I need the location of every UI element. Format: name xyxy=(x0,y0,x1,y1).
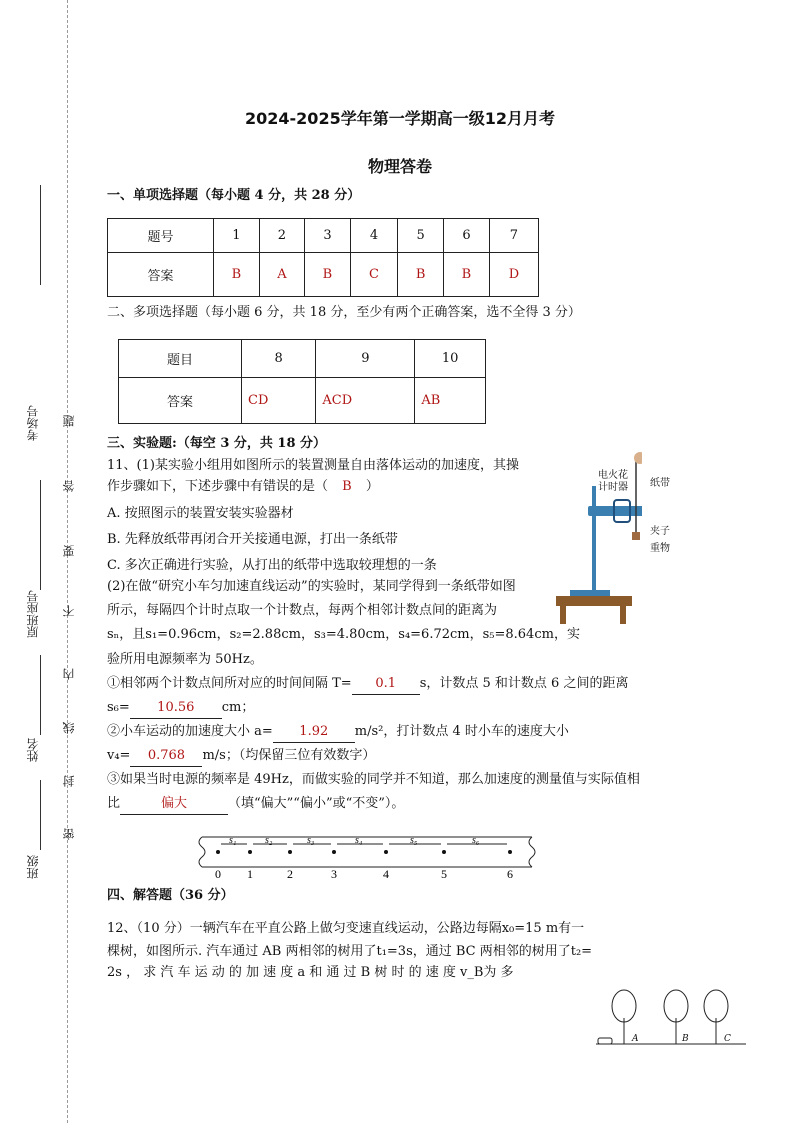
tape-point-label: 2 xyxy=(287,867,293,881)
seal-char: 封 xyxy=(62,775,76,787)
apparatus-label-tape: 纸带 xyxy=(650,478,670,489)
q11-line2-pre: 作步骤如下，下述步骤中有错误的是（ xyxy=(107,479,329,494)
row-label-a: 答案 xyxy=(119,378,242,424)
binding-line-4 xyxy=(40,780,41,850)
apparatus-label-clip: 夹子 xyxy=(650,526,670,537)
blank2-line xyxy=(107,698,254,719)
blank5-answer: 偏大 xyxy=(120,794,228,815)
tape-point xyxy=(248,850,252,854)
seal-char: 答 xyxy=(62,480,76,492)
tape-segment-label: s₂ xyxy=(265,835,273,846)
part2-line3: sₙ，且s₁=0.96cm，s₂=2.88cm，s₃=4.80cm，s₄=6.72cm，s₅=8.64cm，实 xyxy=(107,627,580,642)
multi-choice-table xyxy=(118,339,486,424)
tape-point-label: 4 xyxy=(383,867,389,881)
blank5-text: ③如果当时电源的频率是 49Hz，而做实验的同学并不知道，那么加速度的测量值与实际值相 xyxy=(107,772,640,787)
binding-line-3 xyxy=(40,655,41,735)
answer-cell: C xyxy=(350,253,397,297)
tape-segment-label: s₄ xyxy=(355,835,363,846)
option-c: C. 多次正确进行实验，从打出的纸带中选取较理想的一条 xyxy=(107,558,437,573)
q11-line2 xyxy=(107,477,379,497)
seal-char: 密 xyxy=(62,828,76,840)
tape-point-label: 3 xyxy=(331,867,337,881)
tape-segment-label: s₁ xyxy=(229,835,237,846)
tree-label-a: A xyxy=(632,1034,639,1044)
answer-cell: CD xyxy=(242,378,316,424)
blank4-pre: v₄= xyxy=(107,748,131,763)
blank3-pre: ②小车运动的加速度大小 a= xyxy=(107,724,273,739)
blank1-answer: 0.1 xyxy=(352,674,420,695)
binding-dotted-line xyxy=(67,0,68,1123)
paper-tape-figure xyxy=(192,832,552,882)
blank2-answer: 10.56 xyxy=(130,698,222,719)
option-b: B. 先释放纸带再闭合开关接通电源，打出一条纸带 xyxy=(107,532,398,547)
tape-segment-label: s₆ xyxy=(472,835,480,846)
binding-line-2 xyxy=(40,480,41,590)
tree-label-c: C xyxy=(724,1034,731,1044)
tape-point xyxy=(288,850,292,854)
tape-point xyxy=(508,850,512,854)
row-label-q: 题号 xyxy=(108,219,214,253)
question-number: 8 xyxy=(242,340,316,378)
q11-answer: B xyxy=(342,479,352,494)
label-class-seat: 原班座号 xyxy=(26,590,40,638)
answer-cell: B xyxy=(305,253,351,297)
row-label-a: 答案 xyxy=(108,253,214,297)
label-exam-room: 考场号 xyxy=(26,405,40,441)
question-number: 2 xyxy=(259,219,304,253)
question-number: 9 xyxy=(316,340,415,378)
tape-segment-label: s₃ xyxy=(307,835,315,846)
tape-point-label: 0 xyxy=(215,867,221,881)
blank5-post: （填“偏大”“偏小”或“不变”）。 xyxy=(228,796,405,811)
tape-point xyxy=(442,850,446,854)
question-number: 6 xyxy=(444,219,490,253)
question-number: 7 xyxy=(489,219,538,253)
answer-cell: B xyxy=(398,253,444,297)
binding-line-1 xyxy=(40,185,41,285)
tree-label-b: B xyxy=(682,1034,689,1044)
answer-cell: B xyxy=(213,253,259,297)
question-number: 3 xyxy=(305,219,351,253)
apparatus-label-timer2: 计时器 xyxy=(598,482,628,493)
blank4-post: m/s；（均保留三位有效数字） xyxy=(202,748,376,763)
question-number: 5 xyxy=(398,219,444,253)
blank1-line xyxy=(107,674,628,695)
tape-point-label: 6 xyxy=(507,867,513,881)
blank5-line xyxy=(107,794,404,815)
free-fall-apparatus-figure xyxy=(552,446,642,630)
q12-line1: 12、（10 分）一辆汽车在平直公路上做匀变速直线运动，公路边每隔x₀=15 m有一 xyxy=(107,921,585,936)
tape-point xyxy=(332,850,336,854)
q12-line2: 棵树，如图所示. 汽车通过 AB 两相邻的树用了t₁=3s，通过 BC 两相邻的树用了t₂= xyxy=(107,944,593,959)
answer-cell: A xyxy=(259,253,304,297)
tape-point-label: 1 xyxy=(247,867,253,881)
section3-heading: 三、实验题:（每空 3 分，共 18 分） xyxy=(107,436,327,451)
blank2-post: cm； xyxy=(221,700,255,715)
question-number: 1 xyxy=(213,219,259,253)
answer-cell: D xyxy=(489,253,538,297)
apparatus-label-weight: 重物 xyxy=(650,543,670,554)
answer-cell: ACD xyxy=(316,378,415,424)
question-number: 4 xyxy=(350,219,397,253)
blank4-line xyxy=(107,746,375,767)
q11-line1: 11、(1)某实验小组用如图所示的装置测量自由落体运动的加速度，其操 xyxy=(107,458,519,473)
label-name: 姓名 xyxy=(26,738,40,762)
seal-char: 要 xyxy=(62,545,76,557)
blank5-pre: 比 xyxy=(107,796,121,811)
blank4-answer: 0.768 xyxy=(130,746,202,767)
part2-line4: 验所用电源频率为 50Hz。 xyxy=(107,652,263,667)
seal-char: 题 xyxy=(62,415,76,427)
tape-segment-label: s₅ xyxy=(410,835,418,846)
label-class: 班级 xyxy=(26,855,40,879)
page-subtitle: 物理答卷 xyxy=(367,157,432,176)
answer-cell: AB xyxy=(415,378,486,424)
section4-heading: 四、解答题（36 分） xyxy=(107,888,234,903)
seal-char: 线 xyxy=(62,722,76,734)
part2-line1: (2)在做“研究小车匀加速直线运动”的实验时，某同学得到一条纸带如图 xyxy=(107,579,516,594)
blank3-answer: 1.92 xyxy=(273,722,355,743)
seal-char: 内 xyxy=(62,668,76,680)
single-choice-table xyxy=(107,218,539,297)
blank3-line xyxy=(107,722,569,743)
part2-line2: 所示，每隔四个计时点取一个计数点，每两个相邻计数点间的距离为 xyxy=(107,603,498,618)
blank1-pre: ①相邻两个计数点间所对应的时间间隔 T= xyxy=(107,676,352,691)
section1-heading: 一、单项选择题（每小题 4 分，共 28 分） xyxy=(107,188,361,203)
blank3-post: m/s²，打计数点 4 时小车的速度大小 xyxy=(354,724,569,739)
section2-heading: 二、多项选择题（每小题 6 分，共 18 分，至少有两个正确答案，选不全得 3 分） xyxy=(107,305,581,320)
question-number: 10 xyxy=(415,340,486,378)
row-label-q: 题目 xyxy=(119,340,242,378)
q12-line3: 2s ， 求 汽 车 运 动 的 加 速 度 a 和 通 过 B 树 时 的 速 度 v_B为 多 xyxy=(107,965,514,980)
answer-cell: B xyxy=(444,253,490,297)
seal-char: 不 xyxy=(62,605,76,617)
page-title: 2024-2025学年第一学期高一级12月月考 xyxy=(245,109,555,128)
apparatus-label-timer1: 电火花 xyxy=(598,470,628,481)
blank2-pre: s₆= xyxy=(107,700,130,715)
tape-point-label: 5 xyxy=(441,867,447,881)
tape-point xyxy=(216,850,220,854)
q11-line2-post: ） xyxy=(365,479,379,494)
tape-point xyxy=(384,850,388,854)
blank1-post: s，计数点 5 和计数点 6 之间的距离 xyxy=(419,676,629,691)
option-a: A. 按照图示的装置安装实验器材 xyxy=(107,506,294,521)
